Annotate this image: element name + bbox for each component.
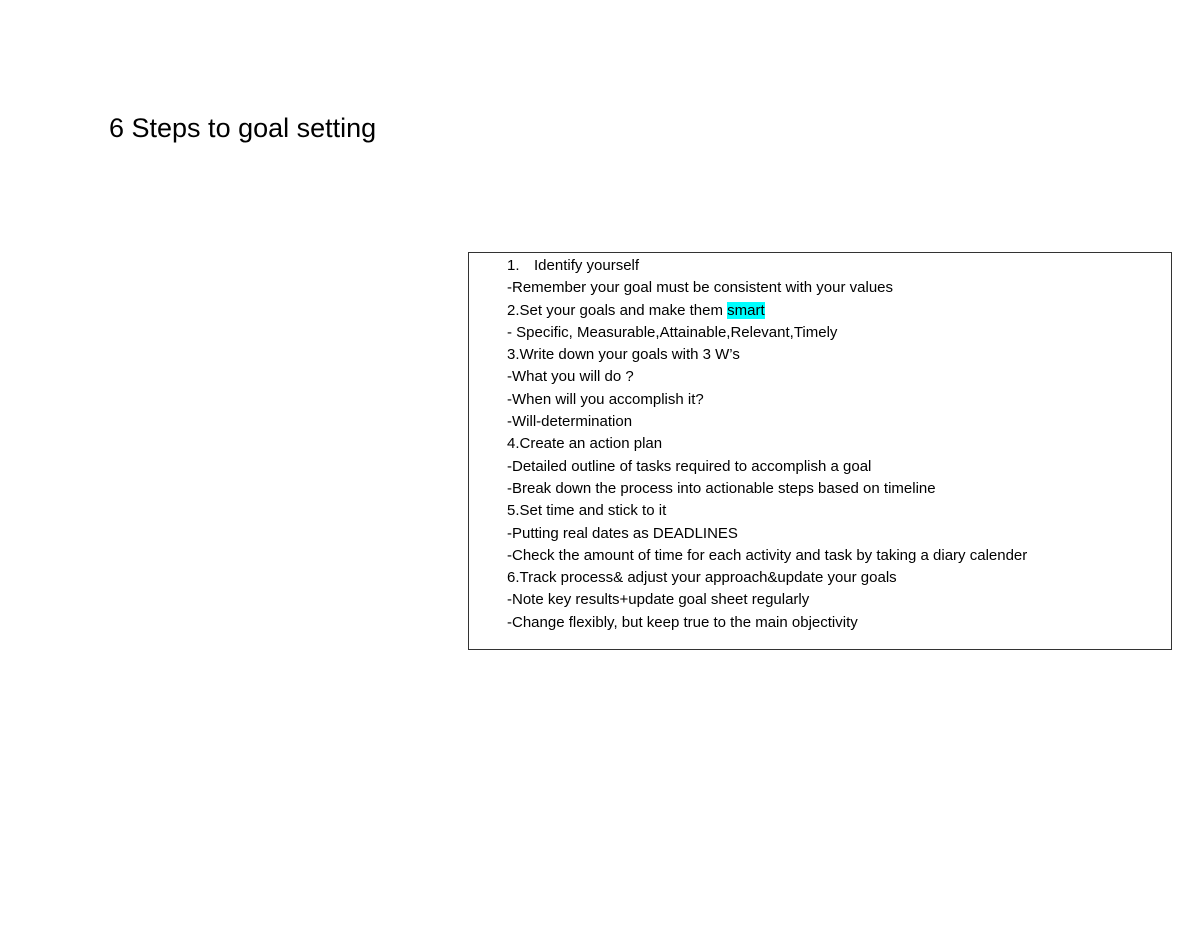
list-item: -Check the amount of time for each activity and task by taking a diary calender <box>507 546 1028 564</box>
step-2-text: 2.Set your goals and make them <box>507 301 728 319</box>
list-item: -Remember your goal must be consistent with your values <box>507 279 894 297</box>
list-item: -Change flexibly, but keep true to the main objectivity <box>507 613 858 631</box>
list-item: -Break down the process into actionable steps based on timeline <box>507 479 936 497</box>
page-title: 6 Steps to goal setting <box>109 113 377 143</box>
step-1-text: Identify yourself <box>534 257 640 274</box>
step-6-heading: 6.Track process& adjust your approach&update your goals <box>507 569 897 587</box>
goal-steps-textbox <box>468 252 1172 650</box>
list-item: - Specific, Measurable,Attainable,Relevant,Timely <box>507 323 838 341</box>
list-item: -Note key results+update goal sheet regularly <box>507 591 810 609</box>
list-item: -What you will do ? <box>507 368 634 386</box>
step-1-heading <box>507 255 1027 277</box>
list-item: -Will-determination <box>507 413 633 431</box>
step-1-number: 1. <box>507 257 520 274</box>
highlighted-word: smart <box>727 301 765 319</box>
step-4-heading: 4.Create an action plan <box>507 435 663 453</box>
list-item: -Putting real dates as DEADLINES <box>507 524 738 542</box>
step-2-heading <box>507 300 1027 322</box>
list-item: -Detailed outline of tasks required to accomplish a goal <box>507 457 872 475</box>
list-item: -When will you accomplish it? <box>507 390 704 408</box>
step-5-heading: 5.Set time and stick to it <box>507 502 667 520</box>
goal-steps-list <box>507 255 1027 634</box>
step-3-heading: 3.Write down your goals with 3 W’s <box>507 346 740 364</box>
